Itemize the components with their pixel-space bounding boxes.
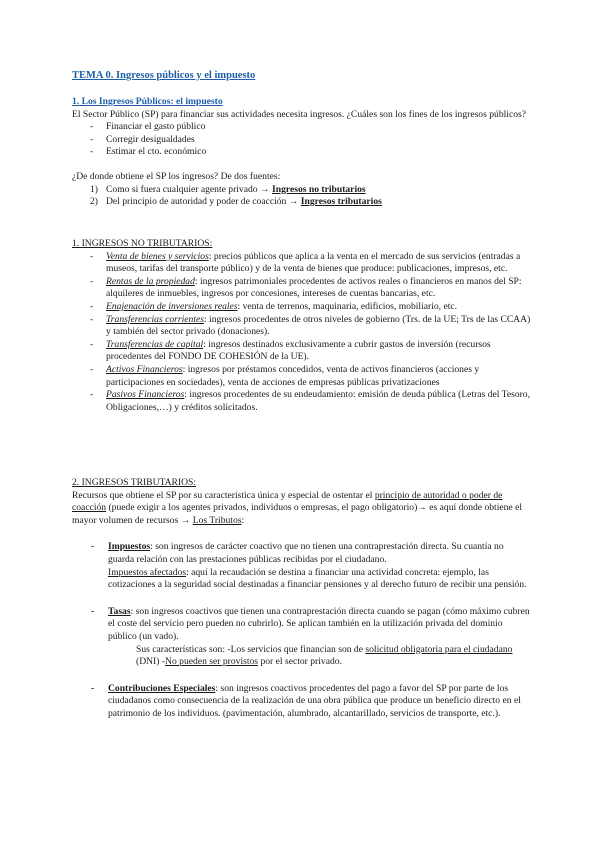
list-item: - Transferencias corrientes: ingresos procedentes de otros niveles de gobierno (Trs. de la UE; Trs de las CCAA) y también del sector privado (donaciones). — [90, 313, 531, 338]
section-ingresos-publicos — [72, 96, 532, 209]
list-item: 2) Del principio de autoridad y poder de coacción → Ingresos tributarios — [90, 196, 382, 208]
list-item: - Estimar el cto. económico — [90, 146, 207, 158]
list-item-impuestos: - Impuestos: son ingresos de carácter coactivo que no tienen una contraprestación directa. Su cuantía no guarda relación con las prestaciones públicas recibidas por el ciudadano. Impuestos afectados: aquí la recaudación se destina a financiar una actividad concreta: ejemplo, las cotizaciones a la seguridad social destinadas a financiar pensiones y al derecho futuro de recibir una pensión. — [91, 541, 527, 591]
list-item: - Financiar el gasto público — [90, 121, 206, 133]
section-no-tributarios — [72, 238, 532, 414]
section-intro: El Sector Público (SP) para financiar sus actividades necesita ingresos. ¿Cuáles son los fines de los ingresos públicos? — [72, 108, 527, 120]
list-item: - Transferencias de capital: ingresos destinados exclusivamente a cubrir gastos de inversión (recursos procedentes del FONDO DE COHESIÓN de la UE). — [90, 338, 491, 363]
section-heading: 1. INGRESOS NO TRIBUTARIOS: — [72, 238, 213, 249]
tasas-caracteristicas: Sus características son: -Los servicios que financian son de solicitud obligatoria para el ciudadano (DNI) -No pueden ser provistos por el sector privado. — [136, 643, 513, 668]
list-item: - Enajenación de inversiones reales: venta de terrenos, maquinaria, edificios, mobiliario, etc. — [90, 300, 458, 312]
fuentes-question: ¿De donde obtiene el SP los ingresos? De dos fuentes: — [72, 170, 281, 182]
section-heading: 1. Los Ingresos Públicos: el impuesto — [72, 96, 223, 107]
list-item-tasas: - Tasas: son ingresos coactivos que tienen una contraprestación directa cuando se pagan (cómo máximo cubren el coste del servicio pero pueden no cubrirlo). Se aplican también en la utilización privada del dominio público (un vado). Sus características son: -Los servicios que financian son de solicitud obligatoria para el ciudadano (DNI) -No pueden ser provistos por el sector privado. — [72, 606, 532, 669]
list-item: - Pasivos Financieros: ingresos procedentes de su endeudamiento: emisión de deuda pública (Letras del Tesoro, Obligaciones,…) y créditos solicitados. — [90, 389, 531, 413]
list-item: - Activos Financieros: ingresos por préstamos concedidos, venta de activos financieros (acciones y participaciones en sociedades), venta de acciones de empresas públicas privatizaciones — [90, 363, 480, 388]
list-item-contribuciones: - Contribuciones Especiales: son ingresos coactivos procedentes del pago a favor del SP por parte de los ciudadanos como consecuencia de la realización de una obra pública que produce un beneficio directo en el patrimonio de los individuos. (pavimentación, alumbrado, alcantarillado, servicios de transporte, etc.). — [91, 682, 521, 719]
section-heading: 2. INGRESOS TRIBUTARIOS: — [72, 477, 197, 488]
list-item: - Corregir desigualdades — [90, 133, 195, 145]
list-item: - Venta de bienes y servicios: precios públicos que aplica a la venta en el mercado de sus servicios (entradas a museos, tarifas del transporte público) y de la venta de bienes que produce: publicaciones, impresos, etc. — [90, 250, 521, 275]
list-item: 1) Como si fuera cualquier agente privado → Ingresos no tributarios — [90, 183, 366, 195]
list-item: - Rentas de la propiedad: ingresos patrimoniales procedentes de activos reales o financieros en manos del SP: alquileres de inmuebles, ingresos por concesiones, intereses de cuentas bancarias, etc. — [90, 275, 522, 300]
document-title: TEMA 0. Ingresos públicos y el impuesto — [72, 70, 256, 81]
section-tributarios — [72, 477, 532, 721]
section-intro: Recursos que obtiene el SP por su característica única y especial de ostentar el principio de autoridad o poder de coacción (puede exigir a los agentes privados, individuos o empresas, el pago obligatorio)→ es aquí donde obtiene el mayor volumen de recursos → Los Tributos: — [72, 489, 522, 526]
